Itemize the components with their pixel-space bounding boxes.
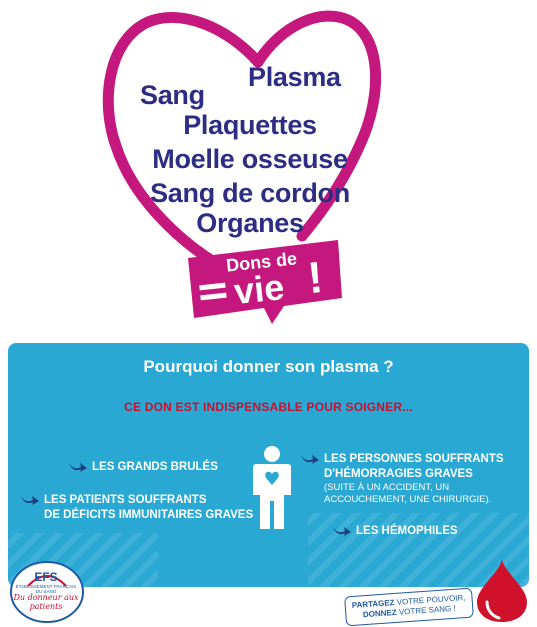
- list-item-label: LES GRANDS BRULÉS: [92, 461, 218, 473]
- arrow-icon: [20, 494, 40, 506]
- efs-logo-text: EFS: [34, 570, 58, 584]
- efs-logo-slogan: Du donneur aux patients: [13, 593, 79, 611]
- panel-subtitle: CE DON EST INDISPENSABLE POUR SOIGNER...: [124, 400, 413, 414]
- share-rest-2: VOTRE SANG !: [396, 603, 456, 617]
- word-moelle-osseuse: Moelle osseuse: [152, 144, 348, 174]
- banner-vie: vie: [232, 266, 287, 313]
- info-panel: [8, 343, 529, 587]
- share-rest-1: VOTRE POUVOIR,: [394, 593, 466, 607]
- word-sang: Sang: [140, 80, 205, 110]
- word-plasma: Plasma: [248, 62, 341, 92]
- list-item-label: LES PERSONNES SOUFFRANTS: [324, 453, 504, 465]
- banner-exclamation: !: [305, 252, 326, 304]
- share-message-box: [344, 588, 474, 627]
- word-plaquettes: Plaquettes: [183, 110, 317, 140]
- list-item-deficits: [44, 493, 253, 523]
- list-item-label: LES HÉMOPHILES: [356, 525, 458, 537]
- efs-logo-subtitle: ÉTABLISSEMENT FRANÇAIS DU SANG: [15, 584, 77, 594]
- person-icon: [247, 445, 297, 529]
- panel-title: Pourquoi donner son plasma ?: [143, 357, 394, 376]
- blood-drop-icon: [473, 558, 531, 624]
- list-item-hemophiles: [356, 524, 458, 539]
- equals-icon: [199, 283, 227, 302]
- list-item-label: DE DÉFICITS IMMUNITAIRES GRAVES: [44, 509, 254, 521]
- arrow-icon: [68, 461, 88, 473]
- word-sang-de-cordon: Sang de cordon: [150, 178, 350, 208]
- hemorragies-note: (SUITE À UN ACCIDENT, UN ACCOUCHEMENT, UNE CHIRURGIE).: [324, 482, 492, 505]
- banner-dons-de: Dons de: [225, 248, 298, 276]
- share-word-partagez: PARTAGEZ: [351, 598, 395, 610]
- list-item-hemorragies: [324, 452, 504, 482]
- list-item-label: LES PATIENTS SOUFFRANTS: [44, 494, 207, 506]
- share-word-donnez: DONNEZ: [362, 607, 397, 620]
- arrow-icon: [300, 453, 320, 465]
- arrow-icon: [332, 525, 352, 537]
- word-organes: Organes: [196, 208, 304, 238]
- list-item-label: D'HÉMORRAGIES GRAVES: [324, 468, 473, 480]
- share-message: [345, 593, 472, 622]
- list-item-brules: [92, 460, 218, 475]
